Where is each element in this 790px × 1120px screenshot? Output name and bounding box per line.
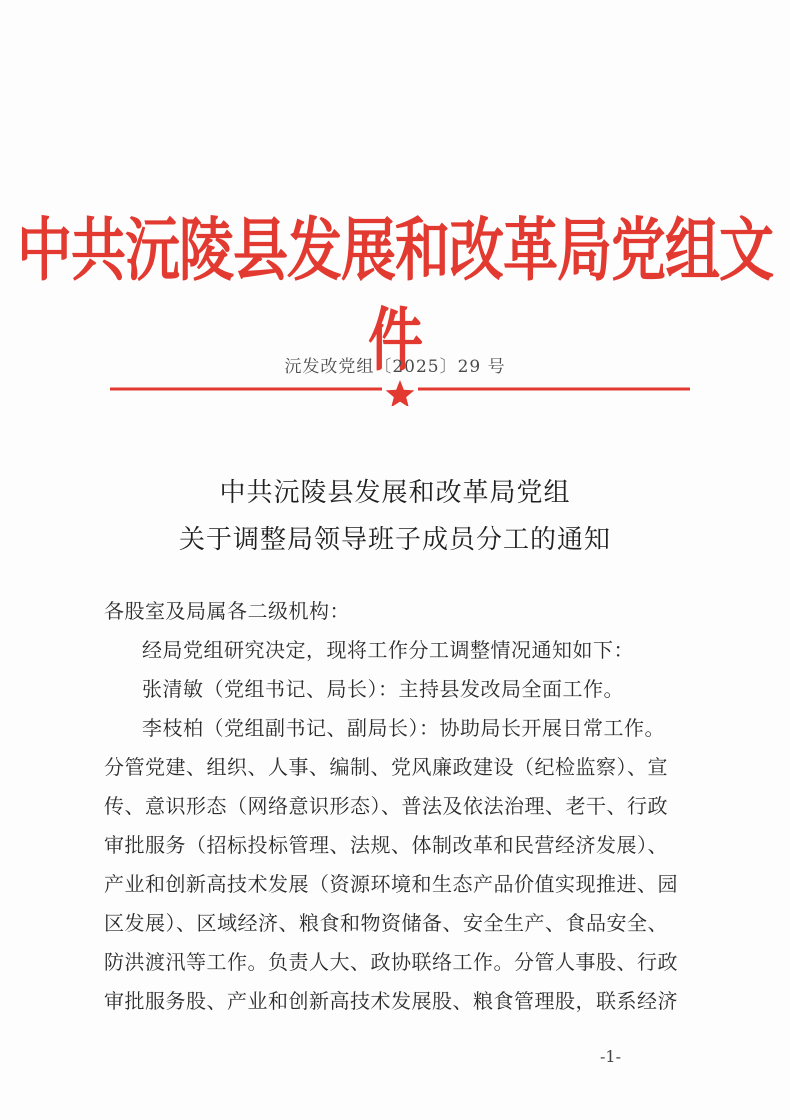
body-line: 审批服务（招标投标管理、法规、体制改革和民营经济发展）、 [104, 833, 668, 857]
body-line: 产业和创新高技术发展（资源环境和生态产品价值实现推进、园 [104, 872, 678, 896]
notice-title-line-1: 中共沅陵县发展和改革局党组 [219, 478, 571, 508]
notice-title-line-2: 关于调整局领导班子成员分工的通知 [178, 525, 611, 555]
body-line: 审批服务股、产业和创新高技术发展股、粮食管理股，联系经济 [104, 989, 678, 1013]
page-number: -1- [600, 1047, 621, 1066]
body-line: 防洪渡汛等工作。负责人大、政协联络工作。分管人事股、行政 [104, 950, 678, 974]
document-number: 沅发改党组〔2025〕29 号 [284, 357, 506, 377]
red-divider [110, 380, 690, 406]
body-line: 传、意识形态（网络意识形态）、普法及依法治理、老干、行政 [104, 794, 668, 818]
body-line: 分管党建、组织、人事、编制、党风廉政建设（纪检监察）、宣 [104, 755, 668, 779]
body-line: 区发展）、区域经济、粮食和物资储备、安全生产、食品安全、 [104, 911, 668, 935]
document-header-title: 中共沅陵县发展和改革局党组文件 [16, 210, 773, 380]
body-line: 李枝柏（党组副书记、副局长）：协助局长开展日常工作。 [142, 716, 665, 740]
body-line: 张清敏（党组书记、局长）：主持县发改局全面工作。 [142, 677, 624, 701]
body-line: 经局党组研究决定，现将工作分工调整情况通知如下： [142, 638, 634, 662]
salutation: 各股室及局属各二级机构： [104, 599, 350, 623]
star-icon [386, 380, 415, 406]
